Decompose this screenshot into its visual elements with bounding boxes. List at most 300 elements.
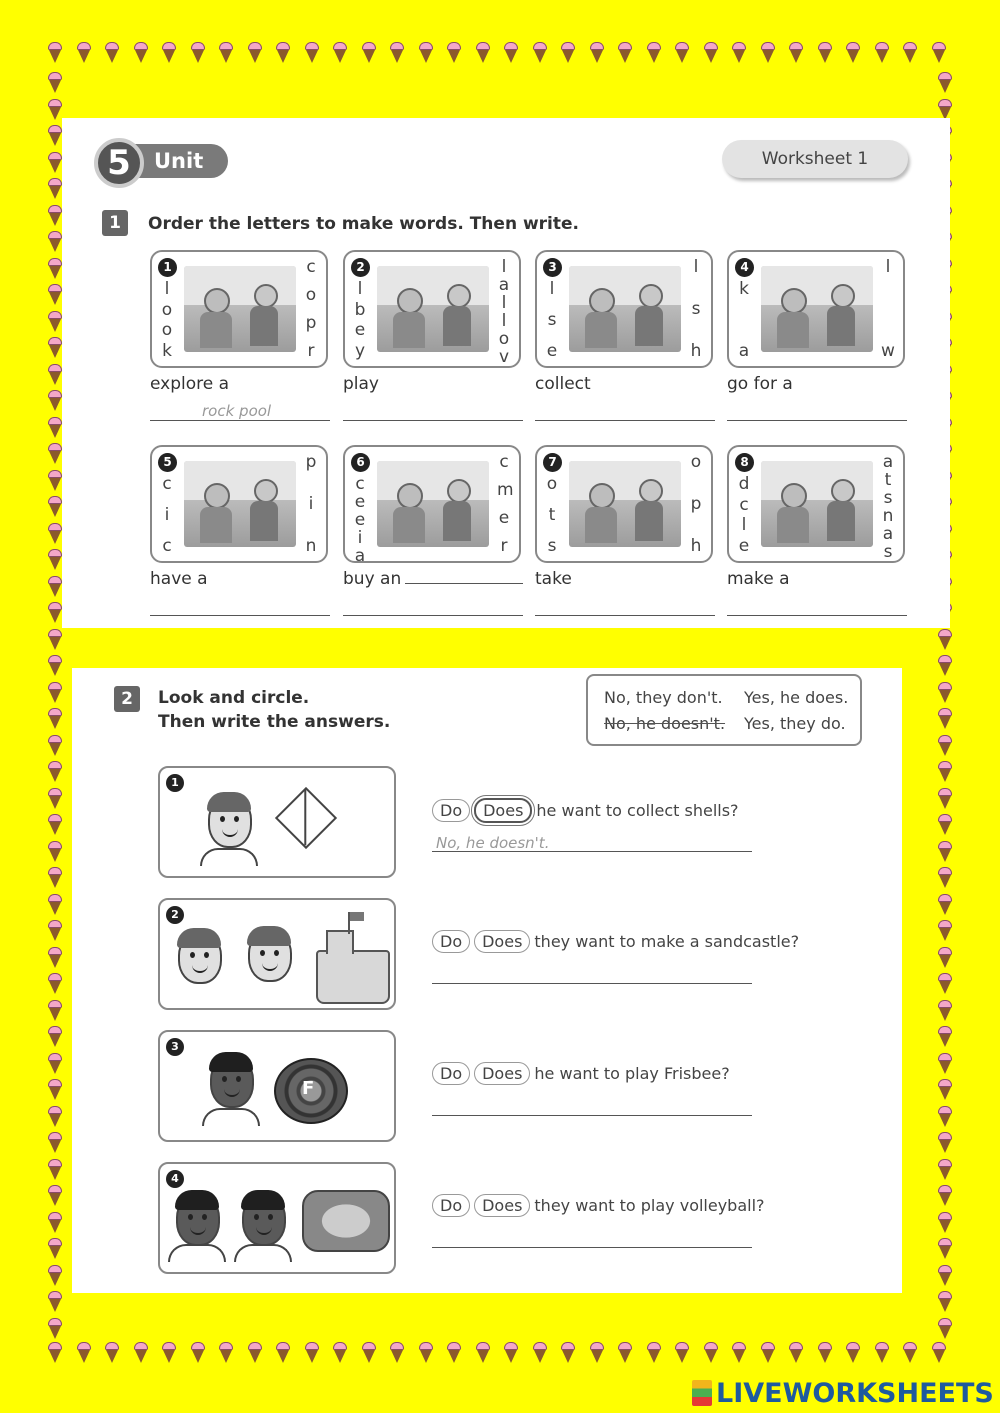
scrambled-letters-left xyxy=(545,280,559,360)
card-number: 2 xyxy=(351,258,370,277)
frisbee-letter: F xyxy=(302,1078,315,1099)
answer-1-line xyxy=(432,851,752,852)
ice-cream-cone-icon xyxy=(938,788,952,810)
ice-cream-cone-icon xyxy=(938,841,952,863)
scramble-card-8 xyxy=(727,445,905,563)
ice-cream-cone-icon xyxy=(77,42,91,64)
scrambled-letters-right xyxy=(497,257,511,367)
scramble-card-5 xyxy=(150,445,328,563)
ice-cream-cone-icon xyxy=(48,1318,62,1340)
letter: s xyxy=(883,488,893,508)
ice-cream-cone-icon xyxy=(846,42,860,64)
ice-cream-cone-icon xyxy=(48,284,62,306)
ice-cream-cone-icon xyxy=(48,576,62,598)
answer-line-1[interactable] xyxy=(150,420,330,421)
card-number: 6 xyxy=(351,453,370,472)
ice-cream-cone-icon xyxy=(48,735,62,757)
ice-cream-cone-icon xyxy=(48,788,62,810)
letter: c xyxy=(499,452,509,472)
scramble-card-7 xyxy=(535,445,713,563)
letter: t xyxy=(548,505,556,525)
prompt-text: buy an xyxy=(343,569,402,589)
answer-line-4[interactable] xyxy=(727,420,907,421)
answer-1[interactable]: rock pool xyxy=(202,402,272,420)
ice-cream-cone-icon xyxy=(48,1106,62,1128)
ice-cream-cone-icon xyxy=(48,761,62,783)
ice-cream-cone-icon xyxy=(162,42,176,64)
prompt-text: collect xyxy=(535,374,591,394)
ice-cream-cone-icon xyxy=(938,814,952,836)
worksheet-label: Worksheet 1 xyxy=(722,140,908,178)
ice-cream-cone-icon xyxy=(618,1342,632,1364)
ice-cream-cone-icon xyxy=(105,42,119,64)
ice-cream-cone-icon xyxy=(732,1342,746,1364)
picture-card-number: 3 xyxy=(166,1038,184,1056)
ice-cream-cone-icon xyxy=(938,1185,952,1207)
letter: i xyxy=(357,528,363,548)
answer-3-line[interactable] xyxy=(432,1115,752,1116)
ice-cream-cone-icon xyxy=(419,42,433,64)
does-option[interactable]: Does xyxy=(474,1062,530,1085)
ice-cream-cone-icon xyxy=(938,1026,952,1048)
card-number: 1 xyxy=(158,258,177,277)
letter: o xyxy=(546,474,558,494)
ice-cream-cone-icon xyxy=(932,42,946,64)
prompt-3 xyxy=(535,374,591,394)
ice-cream-cone-icon xyxy=(48,920,62,942)
ice-cream-cone-icon xyxy=(48,1159,62,1181)
ice-cream-cone-icon xyxy=(48,99,62,121)
ice-cream-cone-icon xyxy=(48,42,62,64)
answer-options-box xyxy=(586,674,862,746)
letter: l xyxy=(164,279,170,299)
ice-cream-cone-icon xyxy=(362,1342,376,1364)
girl-face-icon xyxy=(178,932,222,984)
prompt-2 xyxy=(343,374,379,394)
section-2-number: 2 xyxy=(114,686,140,712)
ice-cream-cone-icon xyxy=(48,470,62,492)
boy-face-icon xyxy=(208,796,252,848)
ice-cream-cone-icon xyxy=(938,735,952,757)
question-3 xyxy=(432,1062,730,1085)
liveworksheets-logo xyxy=(692,1378,994,1408)
letter: p xyxy=(305,313,317,333)
prompt-text: play xyxy=(343,374,379,394)
letter: a xyxy=(738,341,750,361)
ice-cream-cone-icon xyxy=(938,761,952,783)
prompt-4 xyxy=(727,374,793,394)
ice-cream-cone-icon xyxy=(938,867,952,889)
beach-scene-picture xyxy=(569,461,681,547)
ice-cream-cone-icon xyxy=(48,523,62,545)
ice-cream-cone-icon xyxy=(938,1132,952,1154)
question-text: they want to play volleyball? xyxy=(534,1196,765,1215)
ice-cream-cone-icon xyxy=(938,1212,952,1234)
ice-cream-cone-icon xyxy=(48,496,62,518)
ice-cream-cone-icon xyxy=(938,894,952,916)
ice-cream-cone-icon xyxy=(48,1238,62,1260)
answer-line-6[interactable] xyxy=(343,615,523,616)
do-option[interactable]: Do xyxy=(432,930,470,953)
ice-cream-cone-icon xyxy=(561,42,575,64)
prompt-5 xyxy=(150,569,208,589)
section-2-instruction-line2: Then write the answers. xyxy=(158,712,391,732)
question-1 xyxy=(432,798,739,823)
ice-cream-cone-icon xyxy=(675,1342,689,1364)
ice-cream-cone-icon xyxy=(732,42,746,64)
ice-cream-cone-icon xyxy=(447,1342,461,1364)
frisbee-icon xyxy=(274,1058,348,1124)
scrambled-letters-left xyxy=(737,475,751,555)
beach-scene-picture xyxy=(184,266,296,352)
ice-cream-cone-icon xyxy=(938,708,952,730)
girl-face-icon xyxy=(248,930,292,982)
letter: e xyxy=(354,492,366,512)
ice-cream-cone-icon xyxy=(48,443,62,465)
letter: e xyxy=(546,341,558,361)
beach-scene-picture xyxy=(761,461,873,547)
ice-cream-cone-icon xyxy=(818,1342,832,1364)
ice-cream-cone-icon xyxy=(504,1342,518,1364)
ice-cream-cone-icon xyxy=(48,1291,62,1313)
ice-cream-cone-icon xyxy=(48,417,62,439)
letter: c xyxy=(355,474,365,494)
letter: i xyxy=(164,505,170,525)
beach-scene-picture xyxy=(761,266,873,352)
unit-label: Unit xyxy=(132,144,228,178)
ice-cream-cone-icon xyxy=(333,42,347,64)
ice-cream-cone-icon xyxy=(48,1053,62,1075)
letter: o xyxy=(161,320,173,341)
boy-face-icon xyxy=(176,1194,220,1246)
answer-line-7[interactable] xyxy=(535,615,715,616)
letter: o xyxy=(305,285,317,305)
ice-cream-cone-icon xyxy=(618,42,632,64)
ice-cream-cone-icon xyxy=(938,1053,952,1075)
letter: a xyxy=(882,524,894,544)
liveworksheets-mark-icon xyxy=(692,1380,712,1406)
letter: s xyxy=(547,310,557,330)
ice-cream-cone-icon xyxy=(938,72,952,94)
ice-cream-cone-icon xyxy=(248,42,262,64)
inline-answer-line[interactable] xyxy=(405,569,523,584)
prompt-text: make a xyxy=(727,569,790,589)
ice-cream-cone-icon xyxy=(276,1342,290,1364)
ice-cream-cone-icon xyxy=(647,1342,661,1364)
letter: o xyxy=(690,452,702,472)
prompt-text: have a xyxy=(150,569,208,589)
ice-cream-cone-icon xyxy=(48,708,62,730)
ice-cream-cone-icon xyxy=(48,629,62,651)
ice-cream-cone-icon xyxy=(938,1238,952,1260)
ice-cream-cone-icon xyxy=(48,364,62,386)
beach-scene-picture xyxy=(377,461,489,547)
letter: o xyxy=(498,329,510,349)
ice-cream-cone-icon xyxy=(938,1265,952,1287)
scramble-card-6 xyxy=(343,445,521,566)
letter: l xyxy=(885,257,891,277)
ice-cream-cone-icon xyxy=(938,1291,952,1313)
ice-cream-cone-icon xyxy=(390,1342,404,1364)
letter: v xyxy=(498,347,510,367)
section-1-number: 1 xyxy=(102,210,128,236)
ice-cream-cone-icon xyxy=(48,973,62,995)
letter: a xyxy=(882,452,894,472)
ice-cream-cone-icon xyxy=(48,337,62,359)
beach-scene-picture xyxy=(569,266,681,352)
ice-cream-cone-icon xyxy=(48,1212,62,1234)
ice-cream-cone-icon xyxy=(134,42,148,64)
rock-pool-icon xyxy=(302,1190,390,1252)
worksheet-section-1-panel xyxy=(62,118,950,628)
logo-text: LIVEWORKSHEETS xyxy=(716,1378,994,1409)
scrambled-letters-right xyxy=(881,258,895,360)
scrambled-letters-left xyxy=(737,280,751,360)
ice-cream-cone-icon xyxy=(875,1342,889,1364)
scramble-card-4 xyxy=(727,250,905,368)
letter: l xyxy=(741,515,747,536)
ice-cream-cone-icon xyxy=(789,1342,803,1364)
ice-cream-cone-icon xyxy=(903,1342,917,1364)
ice-cream-cone-icon xyxy=(938,655,952,677)
kite-icon xyxy=(275,787,337,849)
answer-line-3[interactable] xyxy=(535,420,715,421)
letter: b xyxy=(354,299,366,320)
ice-cream-cone-icon xyxy=(938,1106,952,1128)
ice-cream-cone-icon xyxy=(48,1026,62,1048)
ice-cream-cone-icon xyxy=(938,947,952,969)
ice-cream-cone-icon xyxy=(48,655,62,677)
ice-cream-cone-icon xyxy=(77,1342,91,1364)
ice-cream-cone-icon xyxy=(48,152,62,174)
ice-cream-cone-icon xyxy=(476,1342,490,1364)
letter: w xyxy=(881,341,895,361)
picture-card-2 xyxy=(158,898,396,1010)
question-text: he want to collect shells? xyxy=(536,801,739,820)
prompt-text: explore a xyxy=(150,374,230,394)
picture-card-number: 2 xyxy=(166,906,184,924)
answer-1-text[interactable]: No, he doesn't. xyxy=(436,834,550,852)
boy-face-icon xyxy=(242,1194,286,1246)
letter: k xyxy=(162,340,172,361)
card-number: 4 xyxy=(735,258,754,277)
ice-cream-cone-icon xyxy=(219,42,233,64)
letter: k xyxy=(739,279,749,299)
ice-cream-cone-icon xyxy=(48,311,62,333)
question-4 xyxy=(432,1194,765,1217)
beach-scene-picture xyxy=(377,266,489,352)
picture-card-3 xyxy=(158,1030,396,1142)
do-option[interactable]: Do xyxy=(432,1062,470,1085)
ice-cream-cone-icon xyxy=(704,1342,718,1364)
ice-cream-cone-icon xyxy=(48,894,62,916)
ice-cream-cone-icon xyxy=(761,42,775,64)
ice-cream-cone-icon xyxy=(938,920,952,942)
ice-cream-cone-icon xyxy=(938,1318,952,1340)
ice-cream-cone-icon xyxy=(938,1079,952,1101)
ice-cream-cone-icon xyxy=(48,1132,62,1154)
ice-cream-cone-icon xyxy=(789,42,803,64)
scramble-card-3 xyxy=(535,250,713,368)
ice-cream-cone-icon xyxy=(903,42,917,64)
answer-line-2[interactable] xyxy=(343,420,523,421)
card-number: 8 xyxy=(735,453,754,472)
ice-cream-cone-icon xyxy=(938,629,952,651)
ice-cream-cone-icon xyxy=(48,814,62,836)
scrambled-letters-right xyxy=(881,452,895,562)
letter: c xyxy=(306,257,316,277)
ice-cream-cone-icon xyxy=(48,390,62,412)
option-yes-he-does: Yes, he does. xyxy=(744,688,849,707)
does-option[interactable]: Does xyxy=(474,1194,530,1217)
picture-card-4 xyxy=(158,1162,396,1274)
letter: r xyxy=(500,536,508,556)
ice-cream-cone-icon xyxy=(162,1342,176,1364)
letter: a xyxy=(354,546,366,566)
answer-line-5[interactable] xyxy=(150,615,330,616)
question-text: they want to make a sandcastle? xyxy=(534,932,800,951)
ice-cream-cone-icon xyxy=(675,42,689,64)
letter: l xyxy=(501,311,507,331)
letter: d xyxy=(738,474,750,494)
ice-cream-cone-icon xyxy=(938,682,952,704)
boy-face-icon xyxy=(210,1056,254,1108)
ice-cream-cone-icon xyxy=(48,1185,62,1207)
scrambled-letters-left xyxy=(160,475,174,555)
letter: l xyxy=(501,293,507,313)
ice-cream-cone-icon xyxy=(846,1342,860,1364)
scramble-card-2 xyxy=(343,250,521,368)
ice-cream-cone-icon xyxy=(362,42,376,64)
ice-cream-cone-icon xyxy=(818,42,832,64)
letter: y xyxy=(354,340,366,361)
letter: e xyxy=(354,510,366,530)
do-option[interactable]: Do xyxy=(432,1194,470,1217)
letter: e xyxy=(738,535,750,556)
ice-cream-cone-icon xyxy=(333,1342,347,1364)
prompt-text: go for a xyxy=(727,374,793,394)
scrambled-letters-left xyxy=(545,475,559,555)
letter: n xyxy=(305,536,317,556)
ice-cream-cone-icon xyxy=(48,1079,62,1101)
ice-cream-cone-icon xyxy=(561,1342,575,1364)
ice-cream-cone-icon xyxy=(48,682,62,704)
picture-card-number: 4 xyxy=(166,1170,184,1188)
letter: e xyxy=(498,508,510,528)
scrambled-letters-right xyxy=(304,453,318,555)
option-no-he-doesnt: No, he doesn't. xyxy=(604,714,726,733)
section-2-instruction-line1: Look and circle. xyxy=(158,688,310,708)
picture-card-number: 1 xyxy=(166,774,184,792)
question-text: he want to play Frisbee? xyxy=(534,1064,730,1083)
option-yes-they-do: Yes, they do. xyxy=(744,714,846,733)
prompt-7 xyxy=(535,569,572,589)
ice-cream-cone-icon xyxy=(476,42,490,64)
letter: p xyxy=(690,494,702,514)
letter: a xyxy=(498,275,510,295)
letter: s xyxy=(883,542,893,562)
letter: e xyxy=(354,320,366,341)
prompt-text: take xyxy=(535,569,572,589)
ice-cream-cone-icon xyxy=(48,125,62,147)
ice-cream-cone-icon xyxy=(938,1000,952,1022)
scrambled-letters-right xyxy=(689,453,703,555)
letter: l xyxy=(549,279,555,299)
prompt-8 xyxy=(727,569,790,589)
ice-cream-cone-icon xyxy=(48,1000,62,1022)
ice-cream-cone-icon xyxy=(48,231,62,253)
ice-cream-cone-icon xyxy=(938,1159,952,1181)
card-number: 7 xyxy=(543,453,562,472)
ice-cream-cone-icon xyxy=(533,42,547,64)
picture-card-1 xyxy=(158,766,396,878)
ice-cream-cone-icon xyxy=(48,72,62,94)
ice-cream-cone-icon xyxy=(932,1342,946,1364)
prompt-6 xyxy=(343,569,523,589)
scrambled-letters-right xyxy=(497,452,514,556)
letter: t xyxy=(884,470,892,490)
ice-cream-cone-icon xyxy=(390,42,404,64)
scrambled-letters-right xyxy=(304,258,318,360)
ice-cream-cone-icon xyxy=(447,42,461,64)
answer-line-8[interactable] xyxy=(727,615,907,616)
ice-cream-cone-icon xyxy=(419,1342,433,1364)
prompt-1 xyxy=(150,374,229,394)
does-option[interactable]: Does xyxy=(474,798,532,823)
ice-cream-cone-icon xyxy=(533,1342,547,1364)
ice-cream-cone-icon xyxy=(704,42,718,64)
does-option[interactable]: Does xyxy=(474,930,530,953)
do-option[interactable]: Do xyxy=(432,799,470,822)
ice-cream-cone-icon xyxy=(48,867,62,889)
answer-4-line[interactable] xyxy=(432,1247,752,1248)
unit-badge xyxy=(94,138,234,188)
ice-cream-cone-icon xyxy=(48,258,62,280)
scrambled-letters-left xyxy=(353,280,367,360)
ice-cream-cone-icon xyxy=(219,1342,233,1364)
letter: m xyxy=(497,480,514,500)
worksheet-section-2-panel xyxy=(72,668,902,1293)
ice-cream-cone-icon xyxy=(48,1342,62,1364)
ice-cream-cone-icon xyxy=(134,1342,148,1364)
letter: r xyxy=(307,341,315,361)
ice-cream-cone-icon xyxy=(590,42,604,64)
ice-cream-cone-icon xyxy=(48,841,62,863)
sandcastle-icon xyxy=(316,950,390,1004)
ice-cream-cone-icon xyxy=(48,1265,62,1287)
letter: i xyxy=(308,494,314,514)
ice-cream-cone-icon xyxy=(590,1342,604,1364)
letter: l xyxy=(501,257,507,277)
ice-cream-cone-icon xyxy=(48,549,62,571)
ice-cream-cone-icon xyxy=(248,1342,262,1364)
letter: s xyxy=(691,299,701,319)
question-2 xyxy=(432,930,799,953)
answer-2-line[interactable] xyxy=(432,983,752,984)
ice-cream-cone-icon xyxy=(647,42,661,64)
ice-cream-cone-icon xyxy=(191,1342,205,1364)
scrambled-letters-right xyxy=(689,258,703,360)
ice-cream-cone-icon xyxy=(761,1342,775,1364)
ice-cream-cone-icon xyxy=(276,42,290,64)
ice-cream-cone-icon xyxy=(305,42,319,64)
ice-cream-cone-icon xyxy=(48,947,62,969)
card-number: 3 xyxy=(543,258,562,277)
section-1-instruction: Order the letters to make words. Then write. xyxy=(148,214,579,234)
ice-cream-cone-icon xyxy=(938,973,952,995)
scramble-card-1 xyxy=(150,250,328,368)
ice-cream-cone-icon xyxy=(48,602,62,624)
